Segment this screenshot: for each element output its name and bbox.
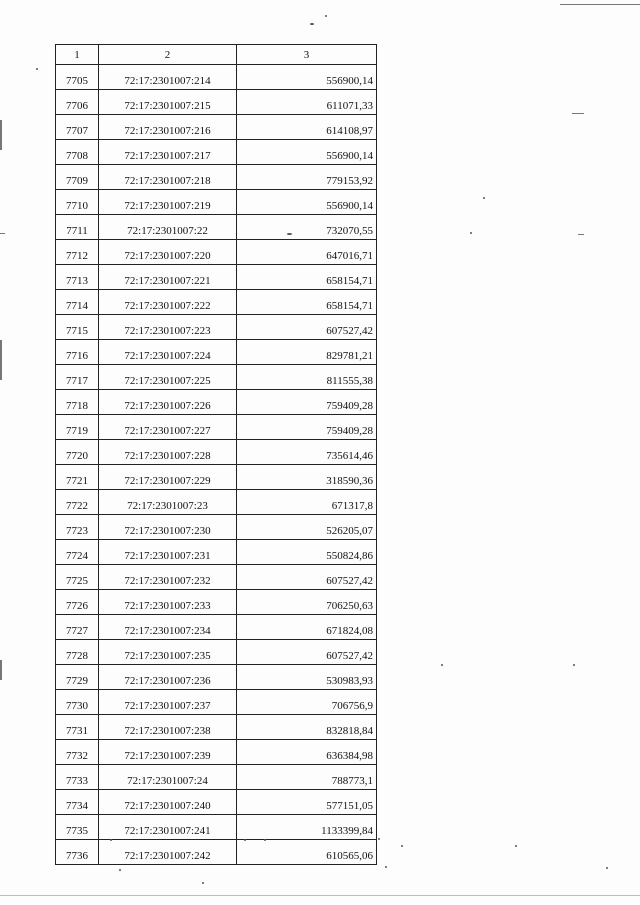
scan-speck — [264, 839, 266, 841]
scan-edge-mark — [0, 340, 2, 380]
header-col-3: 3 — [237, 45, 377, 65]
cadastral-value: 788773,1 — [237, 765, 377, 790]
cadastral-number: 72:17:2301007:220 — [99, 240, 237, 265]
cadastral-number: 72:17:2301007:221 — [99, 265, 237, 290]
header-col-2: 2 — [99, 45, 237, 65]
row-number: 7719 — [56, 415, 99, 440]
row-number: 7725 — [56, 565, 99, 590]
table-row — [56, 315, 377, 340]
table-row — [56, 640, 377, 665]
cadastral-value: 735614,46 — [237, 440, 377, 465]
row-number: 7721 — [56, 465, 99, 490]
table-row — [56, 540, 377, 565]
cadastral-value: 671824,08 — [237, 615, 377, 640]
row-number: 7710 — [56, 190, 99, 215]
row-number: 7732 — [56, 740, 99, 765]
row-number: 7730 — [56, 690, 99, 715]
table-row — [56, 340, 377, 365]
cadastral-number: 72:17:2301007:222 — [99, 290, 237, 315]
row-number: 7712 — [56, 240, 99, 265]
cadastral-value: 706756,9 — [237, 690, 377, 715]
row-number: 7720 — [56, 440, 99, 465]
cadastral-value: 318590,36 — [237, 465, 377, 490]
table-row — [56, 665, 377, 690]
cadastral-number: 72:17:2301007:229 — [99, 465, 237, 490]
row-number: 7711 — [56, 215, 99, 240]
cadastral-value: 832818,84 — [237, 715, 377, 740]
scan-speck — [385, 866, 387, 868]
row-number: 7729 — [56, 665, 99, 690]
table-row — [56, 590, 377, 615]
row-number: 7736 — [56, 840, 99, 865]
row-number: 7724 — [56, 540, 99, 565]
row-number: 7709 — [56, 165, 99, 190]
table-row — [56, 65, 377, 90]
row-number: 7716 — [56, 340, 99, 365]
scan-speck — [119, 869, 121, 871]
cadastral-number: 72:17:2301007:228 — [99, 440, 237, 465]
cadastral-number: 72:17:2301007:219 — [99, 190, 237, 215]
scan-speck — [573, 664, 575, 666]
table-row — [56, 715, 377, 740]
scan-speck — [441, 664, 443, 666]
scan-edge-mark — [578, 234, 584, 235]
table-row — [56, 840, 377, 865]
row-number: 7723 — [56, 515, 99, 540]
table-row — [56, 790, 377, 815]
row-number: 7705 — [56, 65, 99, 90]
cadastral-number: 72:17:2301007:214 — [99, 65, 237, 90]
cadastral-number: 72:17:2301007:23 — [99, 490, 237, 515]
cadastral-number: 72:17:2301007:231 — [99, 540, 237, 565]
table-row — [56, 515, 377, 540]
cadastral-value: 658154,71 — [237, 265, 377, 290]
cadastral-value: 636384,98 — [237, 740, 377, 765]
cadastral-number: 72:17:2301007:224 — [99, 340, 237, 365]
cadastral-value: 1133399,84 — [237, 815, 377, 840]
row-number: 7728 — [56, 640, 99, 665]
cadastral-value: 614108,97 — [237, 115, 377, 140]
scan-speck — [325, 15, 327, 17]
cadastral-value: 779153,92 — [237, 165, 377, 190]
cadastral-number: 72:17:2301007:237 — [99, 690, 237, 715]
scan-edge-mark — [0, 120, 2, 150]
scan-speck — [202, 882, 204, 884]
table-row — [56, 215, 377, 240]
row-number: 7733 — [56, 765, 99, 790]
row-number: 7706 — [56, 90, 99, 115]
cadastral-value: 607527,42 — [237, 315, 377, 340]
cadastral-value: 829781,21 — [237, 340, 377, 365]
cadastral-value: 671317,8 — [237, 490, 377, 515]
table-row — [56, 390, 377, 415]
table-row — [56, 265, 377, 290]
cadastral-number: 72:17:2301007:230 — [99, 515, 237, 540]
cadastral-value: 550824,86 — [237, 540, 377, 565]
cadastral-value: 647016,71 — [237, 240, 377, 265]
scan-speck — [378, 838, 380, 840]
row-number: 7717 — [56, 365, 99, 390]
cadastral-number: 72:17:2301007:218 — [99, 165, 237, 190]
table-row — [56, 565, 377, 590]
cadastral-number: 72:17:2301007:242 — [99, 840, 237, 865]
cadastral-value: 577151,05 — [237, 790, 377, 815]
cadastral-number: 72:17:2301007:216 — [99, 115, 237, 140]
cadastral-number: 72:17:2301007:236 — [99, 665, 237, 690]
cadastral-value-table — [55, 44, 377, 865]
cadastral-number: 72:17:2301007:240 — [99, 790, 237, 815]
table-row — [56, 365, 377, 390]
cadastral-value: 607527,42 — [237, 640, 377, 665]
cadastral-value: 611071,33 — [237, 90, 377, 115]
cadastral-number: 72:17:2301007:241 — [99, 815, 237, 840]
cadastral-number: 72:17:2301007:227 — [99, 415, 237, 440]
scan-speck — [244, 839, 246, 841]
table-row — [56, 465, 377, 490]
scan-edge-mark — [572, 113, 584, 114]
table-header — [56, 45, 377, 65]
scan-speck — [36, 68, 38, 70]
table-row — [56, 90, 377, 115]
scan-speck — [606, 867, 608, 869]
cadastral-value: 732070,55 — [237, 215, 377, 240]
cadastral-number: 72:17:2301007:24 — [99, 765, 237, 790]
row-number: 7715 — [56, 315, 99, 340]
cadastral-value: 556900,14 — [237, 140, 377, 165]
header-row — [56, 45, 377, 65]
cadastral-value: 759409,28 — [237, 390, 377, 415]
row-number: 7727 — [56, 615, 99, 640]
cadastral-number: 72:17:2301007:234 — [99, 615, 237, 640]
cadastral-number: 72:17:2301007:233 — [99, 590, 237, 615]
row-number: 7714 — [56, 290, 99, 315]
scan-speck — [483, 197, 485, 199]
table-row — [56, 140, 377, 165]
scan-speck — [515, 845, 517, 847]
cadastral-value: 610565,06 — [237, 840, 377, 865]
row-number: 7718 — [56, 390, 99, 415]
cadastral-value: 607527,42 — [237, 565, 377, 590]
table-row — [56, 240, 377, 265]
scan-speck — [110, 839, 112, 841]
cadastral-value: 658154,71 — [237, 290, 377, 315]
scan-bottom-edge — [0, 895, 640, 896]
cadastral-value: 530983,93 — [237, 665, 377, 690]
scan-edge-mark — [0, 233, 5, 234]
cadastral-value: 526205,07 — [237, 515, 377, 540]
header-col-1: 1 — [56, 45, 99, 65]
cadastral-number: 72:17:2301007:217 — [99, 140, 237, 165]
row-number: 7707 — [56, 115, 99, 140]
cadastral-number: 72:17:2301007:239 — [99, 740, 237, 765]
cadastral-number: 72:17:2301007:223 — [99, 315, 237, 340]
table-row — [56, 115, 377, 140]
cadastral-number: 72:17:2301007:226 — [99, 390, 237, 415]
row-number: 7735 — [56, 815, 99, 840]
row-number: 7734 — [56, 790, 99, 815]
scan-edge-mark — [0, 660, 2, 680]
row-number: 7726 — [56, 590, 99, 615]
cadastral-number: 72:17:2301007:22 — [99, 215, 237, 240]
scan-edge-mark — [560, 4, 640, 5]
table-body — [56, 65, 377, 865]
cadastral-number: 72:17:2301007:235 — [99, 640, 237, 665]
cadastral-value: 556900,14 — [237, 65, 377, 90]
table-row — [56, 740, 377, 765]
scan-speck — [310, 23, 314, 25]
table-row — [56, 690, 377, 715]
table-row — [56, 815, 377, 840]
cadastral-number: 72:17:2301007:225 — [99, 365, 237, 390]
cadastral-value: 556900,14 — [237, 190, 377, 215]
cadastral-number: 72:17:2301007:238 — [99, 715, 237, 740]
cadastral-value: 706250,63 — [237, 590, 377, 615]
cadastral-value: 811555,38 — [237, 365, 377, 390]
table-row — [56, 490, 377, 515]
row-number: 7713 — [56, 265, 99, 290]
cadastral-number: 72:17:2301007:232 — [99, 565, 237, 590]
table-row — [56, 165, 377, 190]
row-number: 7708 — [56, 140, 99, 165]
row-number: 7731 — [56, 715, 99, 740]
scan-speck — [287, 233, 292, 235]
table-row — [56, 765, 377, 790]
table-row — [56, 615, 377, 640]
table-row — [56, 190, 377, 215]
table-row — [56, 440, 377, 465]
row-number: 7722 — [56, 490, 99, 515]
scan-speck — [470, 232, 472, 234]
table-row — [56, 415, 377, 440]
table-row — [56, 290, 377, 315]
cadastral-value: 759409,28 — [237, 415, 377, 440]
scan-speck — [401, 845, 403, 847]
cadastral-number: 72:17:2301007:215 — [99, 90, 237, 115]
